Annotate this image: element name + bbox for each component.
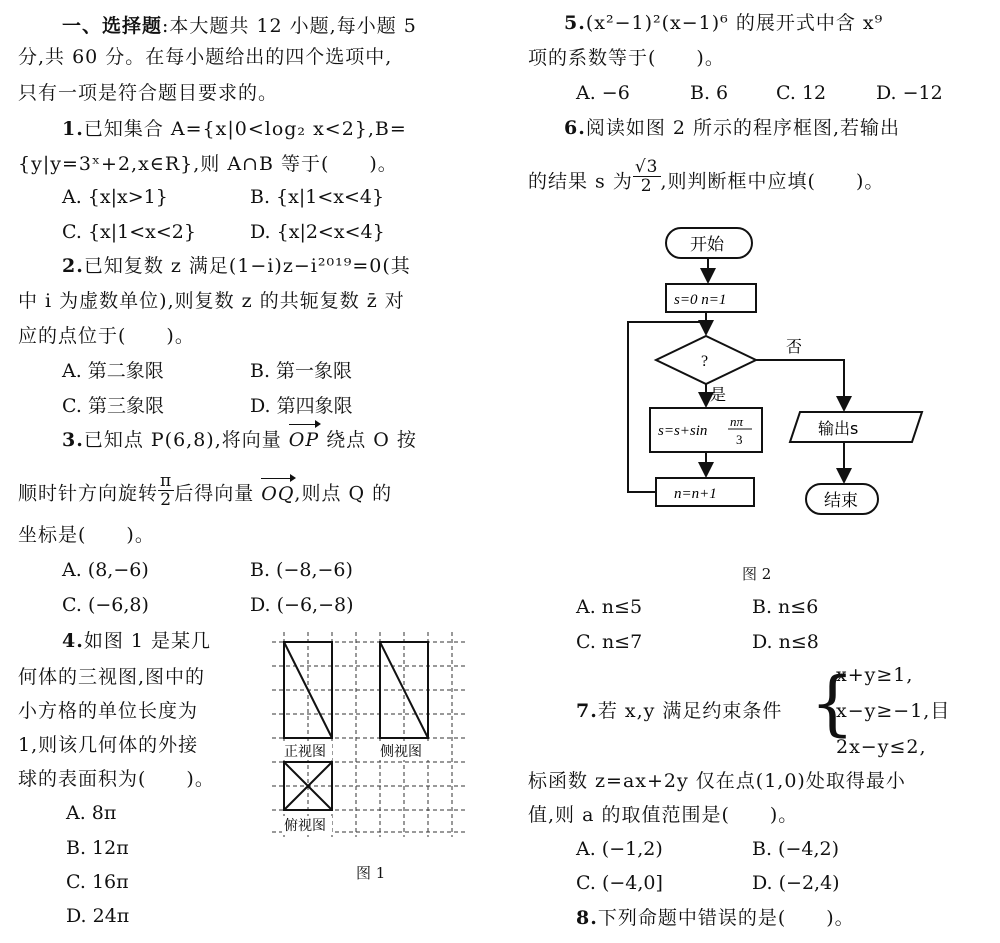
q3-option-d[interactable]: D. (−6,−8) [250,594,354,616]
q5-line2: 项的系数等于( )。 [528,47,725,69]
q7-option-a[interactable]: A. (−1,2) [576,838,663,860]
q1-line1: 1.已知集合 A={x|0<log₂ x<2},B= [62,118,407,140]
q2-line3: 应的点位于( )。 [18,325,195,347]
increment-label: n=n+1 [674,486,717,502]
q6-line2: 的结果 s 为 $\frac{√3}{2}$ ,则判断框中应填( )。 [528,157,885,196]
q7-option-b[interactable]: B. (−4,2) [752,838,840,860]
no-label: 否 [786,337,803,356]
q3-line2: 顺时针方向旋转 $\frac{\pi}{2}$ 后得向量 OQ,则点 Q 的 [18,471,393,510]
figure-2-flowchart [610,222,930,522]
side-view-label: 侧视图 [380,744,422,760]
constraint-3: 2x−y≤2, [836,736,927,758]
q7-option-d[interactable]: D. (−2,4) [752,872,840,894]
end-label: 结束 [824,491,858,511]
section-intro-line1: 一、选择题:本大题共 12 小题,每小题 5 [62,15,417,37]
q4-line5: 球的表面积为( )。 [18,768,215,790]
q1-line2: {y|y=3ˣ+2,x∈R},则 A∩B 等于( )。 [18,153,398,175]
q4-line4: 1,则该几何体的外接 [18,734,199,756]
q2-option-b[interactable]: B. 第一象限 [250,360,353,382]
q3-line3: 坐标是( )。 [18,524,155,546]
front-view-label: 正视图 [284,744,326,760]
constraint-1: x+y≥1, [836,664,914,686]
start-label: 开始 [690,235,724,255]
q5-line1: 5.(x²−1)²(x−1)⁶ 的展开式中含 x⁹ [564,12,884,34]
q2-line1: 2.已知复数 z 满足(1−i)z−i²⁰¹⁹=0(其 [62,255,411,277]
q3-line1: 3.已知点 P(6,8),将向量 OP 绕点 O 按 [62,429,417,451]
q4-option-d[interactable]: D. 24π [66,905,130,927]
q5-option-a[interactable]: A. −6 [576,82,630,104]
q4-line2: 何体的三视图,图中的 [18,666,206,688]
q6-option-b[interactable]: B. n≤6 [752,596,819,618]
figure-2-caption: 图 2 [742,565,772,583]
q5-option-d[interactable]: D. −12 [876,82,943,104]
constraint-2: x−y≥−1,目 [836,700,951,722]
loop-body-label: s=s+sin [658,423,708,439]
q6-line1: 6.阅读如图 2 所示的程序框图,若输出 [564,117,901,139]
section-intro-line3: 只有一项是符合题目要求的。 [18,82,279,104]
output-label: 输出s [818,419,859,438]
q7-option-c[interactable]: C. (−4,0] [576,872,663,894]
q4-option-b[interactable]: B. 12π [66,837,129,859]
q8-line1: 8.下列命题中错误的是( )。 [576,907,855,929]
loop-body-numerator: nπ [730,414,744,429]
q6-option-a[interactable]: A. n≤5 [576,596,643,618]
q4-option-a[interactable]: A. 8π [66,802,117,824]
q5-option-b[interactable]: B. 6 [690,82,729,104]
q2-option-a[interactable]: A. 第二象限 [62,360,164,382]
q2-line2: 中 i 为虚数单位),则复数 z 的共轭复数 z̄ 对 [18,290,405,312]
q6-option-d[interactable]: D. n≤8 [752,631,819,653]
yes-label: 是 [710,385,727,404]
q1-option-d[interactable]: D. {x|2<x<4} [250,221,385,243]
q1-option-c[interactable]: C. {x|1<x<2} [62,221,196,243]
q2-option-c[interactable]: C. 第三象限 [62,395,164,417]
q4-option-c[interactable]: C. 16π [66,871,129,893]
q7-line2: 标函数 z=ax+2y 仅在点(1,0)处取得最小 [528,770,906,792]
q5-option-c[interactable]: C. 12 [776,82,827,104]
q1-option-b[interactable]: B. {x|1<x<4} [250,186,385,208]
loop-body-denominator: 3 [736,432,743,447]
q2-option-d[interactable]: D. 第四象限 [250,395,353,417]
q3-option-b[interactable]: B. (−8,−6) [250,559,353,581]
q7-line3: 值,则 a 的取值范围是( )。 [528,804,799,826]
init-label: s=0 n=1 [674,292,727,308]
q4-line3: 小方格的单位长度为 [18,700,199,722]
figure-1-three-views [272,632,472,837]
q3-option-a[interactable]: A. (8,−6) [62,559,149,581]
q6-option-c[interactable]: C. n≤7 [576,631,643,653]
constraint-brace: { [810,662,855,744]
figure-1-caption: 图 1 [356,864,386,882]
section-intro-line2: 分,共 60 分。在每小题给出的四个选项中, [18,46,393,68]
q1-option-a[interactable]: A. {x|x>1} [62,186,168,208]
condition-label: ? [701,353,709,370]
q4-line1: 4.如图 1 是某几 [62,630,212,652]
top-view-label: 俯视图 [284,818,326,834]
q3-option-c[interactable]: C. (−6,8) [62,594,149,616]
q7-line1: 7.若 x,y 满足约束条件 [576,700,783,722]
grid-lines [272,632,468,837]
